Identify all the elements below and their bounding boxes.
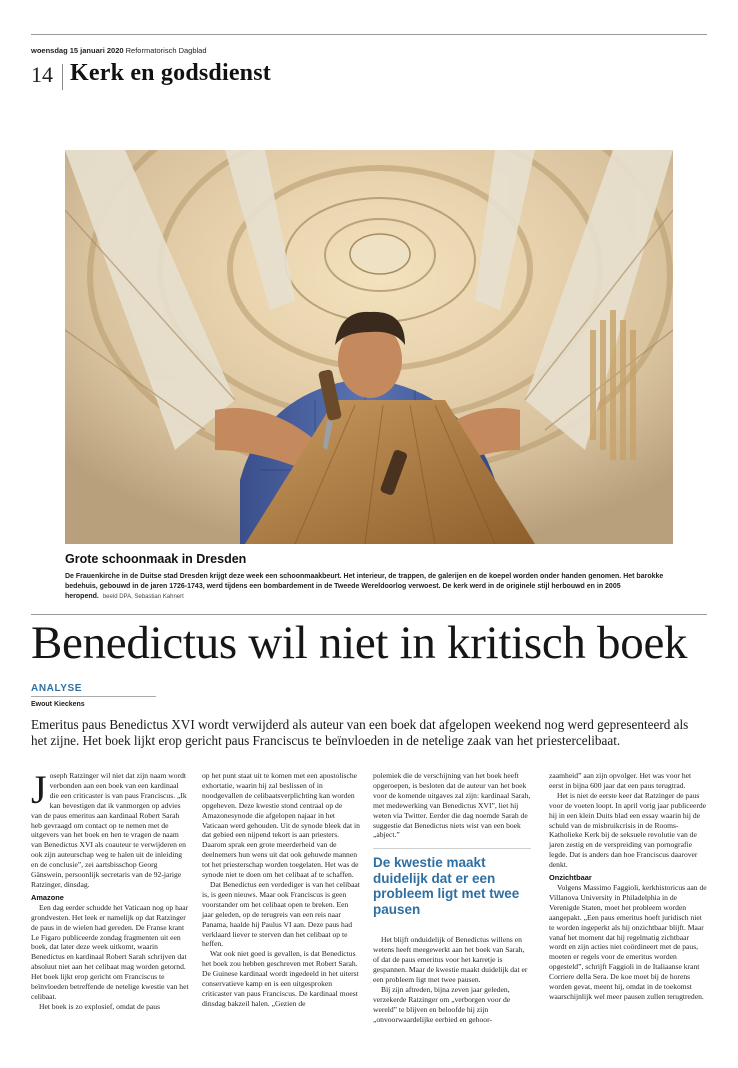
paragraph: Wat ook niet goed is gevallen, is dat Benedictus het boek zou hebben geschreven met Robert Sarah. De Guinese kardinaal wordt ingedeeld in het uiterst conservatieve kamp en is een uitgesproken criticaster van paus Franciscus. De kardinaal moest dinsdag bakzeil halen. „Gezien de xyxy=(202,949,359,1008)
paragraph: Het boek is zo explosief, omdat de paus xyxy=(39,1001,161,1011)
paragraph xyxy=(31,767,189,890)
issue-date: woensdag 15 januari 2020 xyxy=(31,46,124,55)
dome-photo-illustration xyxy=(65,150,673,544)
publication-name: Reformatorisch Dagblad xyxy=(125,46,207,55)
subheading: Amazone xyxy=(31,892,64,902)
author-byline: Ewout Kieckens xyxy=(31,701,85,708)
paragraph: Het is niet de eerste keer dat Ratzinger de paus voor de voeten loopt. In april vorig jaar publiceerde hij in een klein Duits blad een essay waarin hij de schuld van de misbruikcrisis in de Rooms-Katholieke Kerk bij de seksuele revolutie van de jaren zestig en de verspreiding van pornografie legde. Dat is anders dan hoe Franciscus daarover denkt. xyxy=(549,790,707,870)
pull-quote: De kwestie maakt duidelijk dat er een probleem ligt met twee pausen xyxy=(373,848,531,917)
paragraph: Bij zijn aftreden, bijna zeven jaar geleden, verzekerde Ratzinger om „verborgen voor de wereld” te blijven en beloofde hij zijn „onvoorwaardelijke eerbied en gehoor- xyxy=(373,984,511,1024)
paragraph: Dat Benedictus een verdediger is van het celibaat is, is geen nieuws. Maar ook Franciscus is geen voorstander om het celibaat open te breken. Een jaar geleden, op de terugreis van een reis naar Panama, haalde hij Paulus VI aan. Deze paus had verklaard liever te sterven dan het celibaat op te heffen. xyxy=(202,879,360,949)
dateline xyxy=(31,46,207,55)
photo-credit: beeld DPA, Sebastian Kahnert xyxy=(102,594,184,600)
paragraph-text: oseph Ratzinger wil niet dat zijn naam wordt verbonden aan een boek van een kardinaal die een criticaster is van paus Franciscus. „Ik kan bevestigen dat ik vanmorgen op advies van de paus emeritus aan kardinaal Robert Sarah heb gevraagd om contact op te nemen met de uitgevers van het boek en hen te vragen de naam van Benedictus XVI als coauteur te verwijderen en ook zijn auteurschap weg te halen uit de inleiding en de conclusie”, zei aartsbisschop Georg Gänswein, persoonlijk secretaris van de 92-jarige Ratzinger, dinsdag. xyxy=(31,771,187,889)
paragraph: op het punt staat uit te komen met een apostolische exhortatie, waarin hij zal beslissen of in noodgevallen de celibaatsverplichting kan worden opgeheven. Deze kwestie stond centraal op de Amazonesynode die afgelopen najaar in het Vaticaan werd gehouden. Uit de synode bleek dat in dat gebied een nijpend tekort is aan priesters. Daarom sprak een grote meerderheid van de deelnemers hun wens uit dat ook gehuwde mannen tot het priesterschap worden toegelaten. Het was de synode niet te doen om het celibaat af te schaffen. xyxy=(202,771,360,880)
article-column-1 xyxy=(31,767,189,1012)
paragraph: polemiek die de verschijning van het boek heeft opgeroepen, is besloten dat de auteur van het boek voor de komende uitgaves zal zijn: kardinaal Sarah, met medewerking van Benedictus XVI”, liet hij weten via Twitter. Eerder die dag noemde Sarah de suggestie dat Benedictus niets wist van een boek „abject.” xyxy=(373,771,531,840)
article-column-3 xyxy=(373,771,531,1025)
subheading: Onzichtbaar xyxy=(549,873,592,883)
article-column-4 xyxy=(549,771,707,1002)
kicker-rule xyxy=(31,696,156,697)
page-number: 14 xyxy=(31,62,53,87)
headline: Benedictus wil niet in kritisch boek xyxy=(31,617,688,669)
paragraph: Volgens Massimo Faggioli, kerkhistoricus aan de Villanova University in Philadelphia in de Verenigde Staten, moet het probleem worden aangepakt. „Een paus emeritus hoeft juridisch niet te worden ingeperkt als hij onzichtbaar blijft. Maar vanaf het moment dat hij regelmatig zichtbaar wordt en zijn acties niet coördineert met de paus, moeten er regels voor de emeritus worden opgesteld”, schrijft Faggioli in de Italiaanse krant Corriere della Sera. De koe moet bij de horens worden gevat, meent hij, omdat in de toekomst waarschijnlijk wel meer pausen zullen terugtreden. xyxy=(549,882,707,1001)
paragraph: zaamheid” aan zijn opvolger. Het was voor het eerst in bijna 600 jaar dat een paus terugtrad. xyxy=(549,771,692,790)
section-title: Kerk en godsdienst xyxy=(70,60,271,86)
dome-photo xyxy=(65,150,673,544)
paragraph: Een dag eerder schudde het Vaticaan nog op haar grondvesten. Het leek er namelijk op dat Ratzinger de paus in de wielen had gereden. De Franse krant Le Figaro publiceerde zondag fragmenten uit een boek, dat later deze week uitkomt, waarin Benedictus en kardinaal Robert Sarah schrijven dat absoluut niet aan het celibaat mag worden getornd. Het boek lijkt erop gericht om Franciscus te beïnvloeden betreffende de netelige kwestie van het celibaat. xyxy=(31,902,189,1001)
dropcap: J xyxy=(31,767,47,812)
section-divider xyxy=(62,64,63,90)
caption-title: Grote schoonmaak in Dresden xyxy=(65,552,247,566)
caption-text xyxy=(65,572,673,602)
article-top-rule xyxy=(31,614,707,615)
paragraph: Het blijft onduidelijk of Benedictus willens en wetens heeft meegewerkt aan het boek van Sarah, of dat de paus emeritus voor het karretje is gespannen. Maar de kwestie maakt duidelijk dat er een probleem ligt met twee pausen. xyxy=(373,935,528,984)
top-rule xyxy=(31,34,707,35)
caption-body-text: De Frauenkirche in de Duitse stad Dresden krijgt deze week een schoonmaakbeurt. Het interieur, de trappen, de galerijen en de koepel worden onder handen genomen. Het barokke bedehuis, gebouwd in de jaren 1726-1743, werd tijdens een bombardement in de Tweede Wereldoorlog verwoest. De kerk werd in de originele stijl herbouwd en in 2005 heropend. xyxy=(65,573,664,600)
article-intro: Emeritus paus Benedictus XVI wordt verwijderd als auteur van een boek dat afgelopen weekend nog werd gepresenteerd als het zijne. Het boek lijkt erop gericht paus Franciscus te beïnvloeden in de netelige zaak van het priestercelibaat. xyxy=(31,717,689,748)
article-column-2 xyxy=(202,771,360,1009)
kicker-label: ANALYSE xyxy=(31,683,83,694)
